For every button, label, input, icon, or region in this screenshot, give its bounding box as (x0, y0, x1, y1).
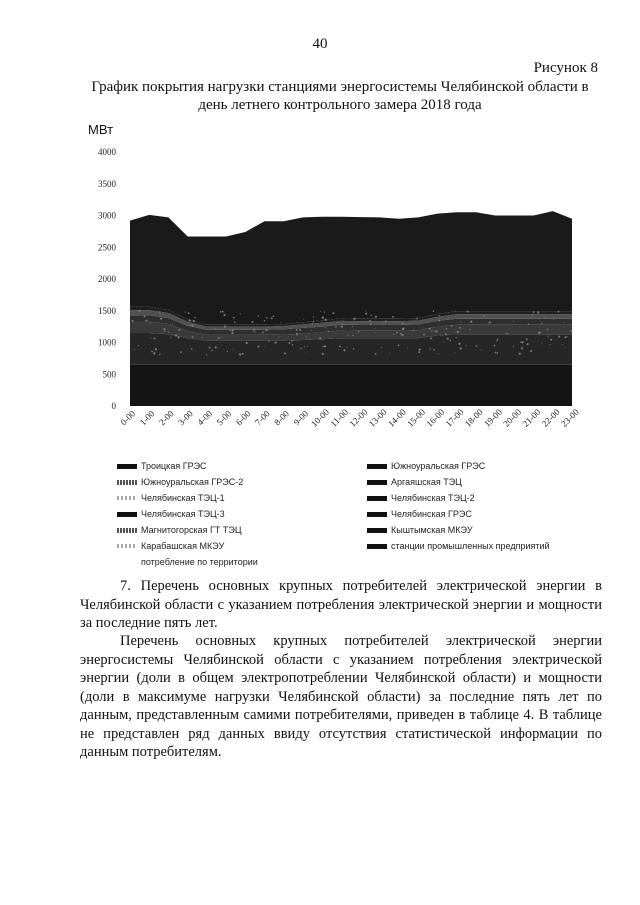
scan-grain (322, 353, 324, 355)
scan-grain (352, 326, 353, 327)
scan-grain (333, 312, 335, 314)
scan-grain (233, 317, 235, 319)
scan-grain (382, 324, 383, 325)
scan-grain (444, 341, 445, 342)
legend-label: потребление по территории (141, 557, 258, 567)
scan-grain (497, 339, 499, 341)
scan-grain (562, 344, 563, 345)
legend-swatch (367, 496, 387, 501)
legend-swatch (367, 480, 387, 485)
scan-grain (296, 329, 298, 331)
scan-grain (352, 335, 353, 336)
scan-grain (201, 337, 202, 338)
scan-grain (533, 311, 535, 313)
legend-label: Челябинская ТЭЦ-1 (141, 493, 225, 503)
scan-grain (159, 354, 161, 356)
scan-grain (541, 323, 543, 325)
scan-grain (396, 332, 398, 334)
legend-item (367, 522, 550, 538)
scan-grain (253, 331, 254, 332)
scan-grain (279, 337, 280, 338)
legend-item (117, 538, 258, 554)
scan-grain (402, 323, 404, 325)
scan-grain (467, 311, 469, 313)
scan-grain (313, 316, 314, 317)
scan-grain (188, 312, 190, 314)
legend-column-right (367, 458, 550, 554)
x-tick-label: 5-00 (214, 408, 234, 428)
scan-grain (151, 351, 153, 353)
scan-grain (427, 322, 428, 323)
scan-grain (537, 312, 539, 314)
scan-grain (307, 346, 308, 347)
scan-grain (324, 345, 326, 347)
scan-grain (189, 325, 190, 326)
y-tick-label: 3500 (98, 178, 116, 189)
scan-grain (291, 340, 292, 341)
scan-grain (280, 322, 281, 323)
scan-grain (544, 317, 545, 318)
scan-grain (155, 348, 157, 350)
scan-grain (319, 337, 321, 339)
legend-label: Челябинская ТЭЦ-2 (391, 493, 475, 503)
legend-item (117, 506, 258, 522)
scan-grain (262, 332, 264, 334)
scan-grain (306, 336, 307, 337)
section-heading-paragraph: 7. Перечень основных крупных потребителей электрической энергии в Челябинской области с указанием потребления электрической энергии и мощности за последние пять лет. (80, 578, 602, 631)
scan-grain (335, 326, 337, 328)
scan-grain (392, 316, 394, 318)
scan-grain (430, 337, 432, 339)
scan-grain (272, 315, 274, 317)
scan-grain (484, 315, 486, 317)
scan-grain (550, 344, 551, 345)
scan-grain (375, 328, 376, 329)
scan-grain (257, 315, 259, 317)
scan-grain (296, 333, 298, 335)
scan-grain (407, 347, 408, 348)
x-tick-label: 4-00 (195, 408, 215, 428)
scan-grain (558, 311, 560, 313)
scan-grain (192, 325, 194, 327)
scan-grain (438, 320, 440, 322)
scan-grain (132, 320, 134, 322)
scan-grain (400, 333, 402, 335)
scan-grain (154, 338, 156, 340)
scan-grain (288, 342, 290, 344)
scan-grain (224, 325, 226, 327)
scan-grain (401, 334, 403, 336)
scan-grain (343, 349, 345, 351)
scan-grain (413, 330, 414, 331)
scan-grain (528, 324, 529, 325)
scan-grain (457, 331, 459, 333)
x-tick-label: 8-00 (272, 408, 291, 428)
scan-grain (365, 311, 366, 312)
y-tick-label: 1000 (98, 337, 116, 348)
scan-grain (322, 346, 323, 347)
scan-grain (233, 349, 234, 350)
scan-grain (460, 321, 461, 322)
scan-grain (328, 331, 329, 332)
scan-grain (234, 321, 236, 323)
scan-grain (532, 314, 533, 315)
scan-grain (284, 352, 286, 354)
scan-grain (389, 353, 390, 354)
x-tick-label: 23-00 (558, 406, 581, 429)
scan-grain (220, 311, 222, 313)
scan-grain (159, 311, 161, 313)
scan-grain (313, 321, 314, 322)
scan-grain (527, 343, 529, 345)
scan-grain (547, 335, 548, 336)
scan-grain (206, 354, 207, 355)
scan-grain (227, 351, 228, 352)
scan-grain (365, 313, 367, 315)
x-tick-label: 11-00 (328, 407, 351, 429)
scan-grain (160, 318, 162, 320)
scan-grain (240, 313, 241, 314)
scan-grain (460, 347, 462, 349)
scan-grain (194, 317, 196, 319)
scan-grain (494, 345, 496, 347)
scan-grain (353, 348, 355, 350)
scan-grain (458, 343, 460, 345)
x-tick-label: 15-00 (405, 406, 428, 429)
legend-label: Аргаяшская ТЭЦ (391, 477, 462, 487)
scan-grain (385, 320, 387, 322)
y-tick-label: 2500 (98, 242, 116, 253)
scan-grain (303, 319, 304, 320)
scan-grain (324, 311, 325, 312)
scan-grain (299, 329, 301, 331)
scan-grain (306, 352, 307, 353)
scan-grain (456, 337, 457, 338)
scan-grain (324, 319, 326, 321)
legend-swatch (117, 528, 137, 533)
scan-grain (348, 335, 349, 336)
scan-grain (322, 317, 324, 319)
scan-grain (266, 317, 268, 319)
chart-title (60, 78, 620, 114)
scan-grain (418, 351, 420, 353)
legend-item (117, 474, 258, 490)
legend-swatch (117, 544, 137, 548)
scan-grain (565, 336, 567, 338)
scan-grain (178, 329, 180, 331)
scan-grain (229, 329, 230, 330)
legend-swatch (367, 512, 387, 517)
y-tick-label: 500 (102, 369, 116, 380)
legend-item (117, 522, 258, 538)
scan-grain (375, 353, 377, 355)
scan-grain (164, 331, 165, 332)
scan-grain (445, 333, 447, 335)
scan-grain (521, 347, 523, 349)
scan-grain (470, 321, 472, 323)
scan-grain (429, 348, 430, 349)
scan-grain (553, 319, 554, 320)
legend-item (367, 538, 550, 554)
scan-grain (358, 331, 359, 332)
scan-grain (215, 346, 217, 348)
scan-grain (567, 336, 568, 337)
x-tick-label: 9-00 (291, 408, 311, 428)
body-paragraph: Перечень основных крупных потребителей электрической энергии энергосистемы Челябинской области с указанием потребления электрической энергии (доли в общем электропотреблении Челябинской области) и мощности (доли в максимуме нагрузки Челябинской области) за последние пять лет по данным, представленным самими потребителями, приведен в таблице 4. В таблице не представлен ряд данных ввиду отсутствия статистической информации по данным потребителям. (80, 633, 602, 760)
scan-grain (177, 336, 179, 338)
x-tick-label: 13-00 (366, 406, 389, 429)
legend-item (117, 554, 258, 570)
scan-grain (172, 323, 173, 324)
scan-grain (324, 327, 325, 328)
scan-grain (455, 311, 456, 312)
scan-grain (416, 317, 418, 319)
scan-grain (526, 338, 528, 340)
stacked-area-chart (84, 140, 584, 450)
scan-grain (188, 319, 190, 321)
scan-grain (402, 327, 404, 329)
scan-grain (506, 333, 508, 335)
scan-grain (153, 352, 155, 354)
scan-grain (138, 310, 140, 312)
x-tick-label: 22-00 (539, 406, 562, 429)
scan-grain (520, 341, 522, 343)
scan-grain (326, 328, 327, 329)
legend-label: Челябинская ГРЭС (391, 509, 472, 519)
legend-swatch (117, 560, 137, 565)
scan-grain (184, 311, 185, 312)
scan-grain (353, 318, 355, 320)
scan-grain (423, 334, 425, 336)
scan-grain (433, 349, 435, 351)
scan-grain (459, 327, 461, 329)
x-tick-label: 14-00 (385, 406, 408, 429)
scan-grain (144, 316, 146, 318)
scan-grain (513, 346, 514, 347)
scan-grain (220, 337, 221, 338)
scan-grain (276, 334, 277, 335)
x-tick-label: 1-00 (137, 408, 157, 428)
scan-grain (347, 347, 348, 348)
scan-grain (530, 350, 532, 352)
legend-swatch (367, 464, 387, 469)
scan-grain (538, 331, 540, 333)
x-tick-label: 17-00 (443, 406, 466, 429)
scan-grain (513, 321, 514, 322)
scan-grain (438, 353, 439, 354)
scan-grain (547, 328, 549, 330)
scan-grain (495, 352, 497, 354)
scan-grain (450, 340, 451, 341)
scan-grain (339, 345, 341, 347)
scan-grain (239, 353, 241, 355)
area-series-0 (130, 365, 572, 406)
legend-label: Южноуральская ГРЭС (391, 461, 486, 471)
scan-grain (175, 334, 177, 336)
x-tick-label: 18-00 (462, 406, 485, 429)
scan-grain (271, 317, 273, 319)
scan-grain (268, 326, 269, 327)
x-tick-label: 2-00 (156, 408, 176, 428)
scan-grain (168, 332, 169, 333)
legend-item (367, 506, 550, 522)
x-tick-label: 21-00 (520, 406, 543, 429)
legend-label: Кыштымская МКЭУ (391, 525, 473, 535)
scan-grain (311, 330, 312, 331)
x-tick-label: 10-00 (309, 406, 332, 429)
legend-item (367, 458, 550, 474)
legend-swatch (117, 464, 137, 469)
scan-grain (320, 311, 321, 312)
x-tick-label: 12-00 (347, 406, 370, 429)
scan-grain (466, 345, 467, 346)
legend-swatch (117, 480, 137, 485)
scan-grain (522, 346, 523, 347)
scan-grain (145, 320, 147, 322)
scan-grain (496, 352, 498, 354)
y-axis-unit-label: МВт (88, 122, 114, 137)
scan-grain (435, 330, 437, 332)
scan-grain (242, 353, 244, 355)
scan-grain (370, 315, 371, 316)
scan-grain (550, 339, 552, 341)
scan-grain (570, 330, 572, 332)
scan-grain (193, 320, 195, 322)
scan-grain (369, 320, 371, 322)
legend-swatch (117, 496, 137, 500)
scan-grain (138, 345, 139, 346)
scan-grain (418, 348, 420, 350)
scan-grain (447, 338, 449, 340)
legend-item (117, 458, 258, 474)
x-tick-label: 3-00 (176, 408, 195, 428)
scan-grain (192, 336, 194, 338)
scan-grain (170, 337, 171, 338)
scan-grain (312, 323, 313, 324)
scan-grain (381, 347, 382, 348)
chart-title-line-1: График покрытия нагрузки станциями энергосистемы Челябинской области в (91, 79, 589, 95)
scan-grain (253, 329, 255, 331)
scan-grain (231, 329, 233, 331)
scan-grain (191, 348, 193, 350)
scan-grain (431, 330, 433, 332)
legend-swatch (367, 544, 387, 549)
scan-grain (211, 350, 212, 351)
legend-label: Челябинская ТЭЦ-3 (141, 509, 225, 519)
scan-grain (275, 342, 277, 344)
scan-grain (180, 351, 182, 353)
x-tick-label: 19-00 (482, 406, 504, 429)
legend-swatch (367, 528, 387, 533)
scan-grain (430, 349, 431, 350)
scan-grain (218, 337, 220, 339)
scan-grain (150, 337, 151, 338)
x-tick-label: 6-00 (233, 408, 253, 428)
scan-grain (268, 340, 270, 342)
scan-grain (451, 325, 453, 327)
scan-grain (375, 316, 377, 318)
scan-grain (454, 352, 455, 353)
scan-grain (265, 347, 266, 348)
scan-grain (489, 323, 490, 324)
legend-item (367, 474, 550, 490)
page-number: 40 (312, 36, 328, 52)
scan-grain (446, 328, 448, 330)
scan-grain (496, 340, 497, 341)
x-tick-label: 20-00 (501, 406, 524, 429)
scan-grain (173, 334, 174, 335)
scan-grain (341, 325, 343, 327)
scan-grain (481, 349, 482, 350)
scan-grain (338, 349, 339, 350)
x-tick-label: 0-00 (118, 408, 138, 428)
y-tick-label: 0 (111, 401, 116, 411)
legend-label: Магнитогорская ГТ ТЭЦ (141, 525, 242, 535)
scan-grain (209, 347, 211, 349)
scan-grain (222, 311, 224, 313)
scan-grain (433, 310, 435, 312)
chart-title-line-2: день летнего контрольного замера 2018 года (198, 97, 482, 113)
scan-grain (541, 343, 542, 344)
scan-grain (398, 344, 400, 346)
scan-grain (304, 346, 305, 347)
scan-grain (519, 352, 521, 354)
legend-swatch (117, 512, 137, 517)
scan-grain (393, 333, 394, 334)
y-tick-label: 4000 (98, 147, 116, 157)
y-tick-label: 3000 (98, 210, 116, 221)
figure-label: Рисунок 8 (533, 60, 598, 76)
scan-grain (370, 324, 372, 326)
scan-grain (563, 322, 564, 323)
scan-grain (224, 314, 226, 316)
x-tick-label: 16-00 (424, 406, 447, 429)
legend-label: Троицкая ГРЭС (141, 461, 207, 471)
scan-grain (470, 329, 471, 330)
scan-grain (231, 332, 233, 334)
scan-grain (134, 349, 135, 350)
scan-grain (252, 321, 254, 323)
scan-grain (257, 346, 259, 348)
y-tick-label: 2000 (98, 274, 116, 284)
legend-item (117, 490, 258, 506)
scan-grain (439, 315, 440, 316)
legend-label: Карабашская МКЭУ (141, 541, 225, 551)
scan-grain (558, 336, 560, 338)
legend-label: станции промышленных предприятий (391, 541, 550, 551)
scan-grain (163, 328, 165, 330)
scan-grain (246, 342, 248, 344)
x-tick-label: 7-00 (253, 408, 272, 428)
scan-grain (429, 328, 431, 330)
scan-grain (215, 328, 216, 329)
scan-grain (264, 320, 266, 322)
scan-grain (266, 329, 268, 331)
legend-item (367, 490, 550, 506)
scan-grain (476, 345, 478, 347)
legend-label: Южноуральская ГРЭС-2 (141, 477, 244, 487)
legend-column-left (117, 458, 258, 570)
scan-grain (489, 321, 491, 323)
scan-grain (149, 322, 150, 323)
area-series-6 (130, 211, 572, 325)
y-tick-label: 1500 (98, 305, 116, 316)
scan-grain (292, 344, 294, 346)
scan-grain (300, 348, 301, 349)
